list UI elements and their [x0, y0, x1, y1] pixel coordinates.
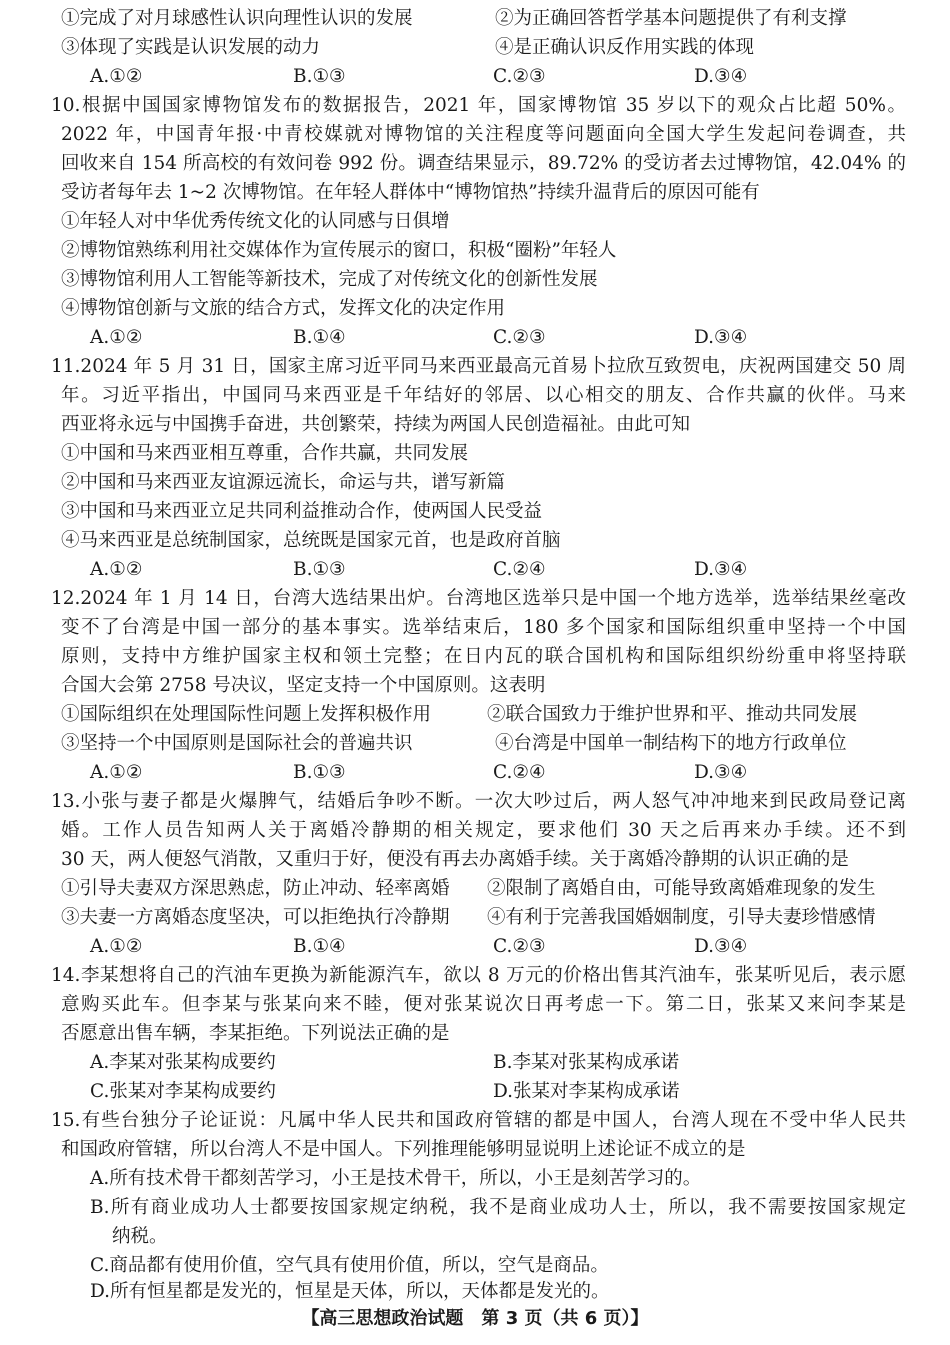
option-b: B.①④: [293, 936, 346, 957]
stem-line: 意购买此车。但李某与张某向来不睦，便对张某说次日再考虑一下。第二日，张某又来问李某是: [61, 994, 906, 1015]
statement-1: ①中国和马来西亚相互尊重，合作共赢，共同发展: [61, 443, 469, 464]
option-d: D.③④: [694, 936, 748, 957]
statement-4: ④是正确认识反作用实践的体现: [495, 37, 755, 58]
stem-line: 否愿意出售车辆，李某拒绝。下列说法正确的是: [61, 1023, 450, 1044]
stem-line: 和国政府管辖，所以台湾人不是中国人。下列推理能够明显说明上述论证不成立的是: [61, 1139, 746, 1160]
option-a: A.①②: [90, 327, 143, 348]
option-b-continued: 纳税。: [112, 1226, 168, 1247]
statement-3: ③体现了实践是认识发展的动力: [61, 37, 321, 58]
stem-line: 合国大会第 2758 号决议，坚定支持一个中国原则。这表明: [61, 675, 546, 696]
page-footer: 【高三思想政治试题 第 3 页（共 6 页）】: [301, 1308, 649, 1329]
stem-line: 婚。工作人员告知两人关于离婚冷静期的相关规定，要求他们 30 天之后再来办手续。还不到: [61, 820, 906, 841]
option-b: B.①④: [293, 327, 346, 348]
option-b: B.①③: [293, 559, 346, 580]
statement-3: ③坚持一个中国原则是国际社会的普遍共识: [61, 733, 413, 754]
statement-2: ②中国和马来西亚友谊源远流长，命运与共，谱写新篇: [61, 472, 506, 493]
statement-4: ④马来西亚是总统制国家，总统既是国家元首，也是政府首脑: [61, 530, 561, 551]
stem-line: 受访者每年去 1~2 次博物馆。在年轻人群体中“博物馆热”持续升温背后的原因可能有: [61, 182, 760, 203]
stem-line: 回收来自 154 所高校的有效问卷 992 份。调查结果显示，89.72% 的受访者去过博物馆，42.04% 的: [61, 153, 906, 174]
stem-line: 变不了台湾是中国一部分的基本事实。选举结束后，180 多个国家和国际组织重申坚持一个中国: [61, 617, 906, 638]
option-c: C.②④: [493, 762, 546, 783]
stem-line: 13.小张与妻子都是火爆脾气，结婚后争吵不断。一次大吵过后，两人怒气冲冲地来到民政局登记离: [51, 791, 906, 812]
stem-line: 30 天，两人便怒气消散，又重归于好，便没有再去办离婚手续。关于离婚冷静期的认识正确的是: [61, 849, 849, 870]
statement-1: ①引导夫妻双方深思熟虑，防止冲动、轻率离婚: [61, 878, 450, 899]
stem-line: 原则，支持中方维护国家主权和领土完整；在日内瓦的联合国机构和国际组织纷纷重申将坚持联: [61, 646, 906, 667]
option-b: B.李某对张某构成承诺: [493, 1052, 679, 1073]
option-a: A.所有技术骨干都刻苦学习，小王是技术骨干，所以，小王是刻苦学习的。: [90, 1168, 702, 1189]
option-a: A.①②: [90, 66, 143, 87]
option-b: B.所有商业成功人士都要按国家规定纳税，我不是商业成功人士，所以，我不需要按国家规定: [90, 1197, 906, 1218]
statement-1: ①年轻人对中华优秀传统文化的认同感与日俱增: [61, 211, 450, 232]
option-c: C.②③: [493, 327, 546, 348]
statement-2: ②博物馆熟练利用社交媒体作为宣传展示的窗口，积极“圈粉”年轻人: [61, 240, 617, 261]
stem-line: 14.李某想将自己的汽油车更换为新能源汽车，欲以 8 万元的价格出售其汽油车，张某听见后，表示愿: [51, 965, 906, 986]
option-d: D.③④: [694, 327, 748, 348]
option-c: C.②③: [493, 66, 546, 87]
option-d: D.张某对李某构成承诺: [493, 1081, 680, 1102]
statement-4: ④有利于完善我国婚姻制度，引导夫妻珍惜感情: [487, 907, 876, 928]
stem-line: 西亚将永远与中国携手奋进，共创繁荣，持续为两国人民创造福祉。由此可知: [61, 414, 691, 435]
option-c: C.张某对李某构成要约: [90, 1081, 276, 1102]
statement-2: ②联合国致力于维护世界和平、推动共同发展: [487, 704, 858, 725]
option-c: C.商品都有使用价值，空气具有使用价值，所以，空气是商品。: [90, 1255, 609, 1276]
option-a: A.①②: [90, 559, 143, 580]
stem-line: 2022 年，中国青年报·中青校媒就对博物馆的关注程度等问题面向全国大学生发起问卷调查，共: [61, 124, 906, 145]
stem-line: 10.根据中国国家博物馆发布的数据报告，2021 年，国家博物馆 35 岁以下的观众占比超 50%。: [51, 95, 906, 116]
statement-3: ③中国和马来西亚立足共同利益推动合作，使两国人民受益: [61, 501, 543, 522]
option-a: A.李某对张某构成要约: [90, 1052, 276, 1073]
statement-3: ③夫妻一方离婚态度坚决，可以拒绝执行冷静期: [61, 907, 450, 928]
option-c: C.②③: [493, 936, 546, 957]
option-b: B.①③: [293, 66, 346, 87]
stem-line: 12.2024 年 1 月 14 日，台湾大选结果出炉。台湾地区选举只是中国一个地方选举，选举结果丝毫改: [51, 588, 906, 609]
statement-1: ①国际组织在处理国际性问题上发挥积极作用: [61, 704, 432, 725]
option-a: A.①②: [90, 936, 143, 957]
statement-1: ①完成了对月球感性认识向理性认识的发展: [61, 8, 413, 29]
option-d: D.③④: [694, 762, 748, 783]
stem-line: 年。习近平指出，中国同马来西亚是千年结好的邻居、以心相交的朋友、合作共赢的伙伴。马来: [61, 385, 906, 406]
option-d: D.③④: [694, 559, 748, 580]
statement-2: ②限制了离婚自由，可能导致离婚难现象的发生: [487, 878, 876, 899]
statement-4: ④博物馆创新与文旅的结合方式，发挥文化的决定作用: [61, 298, 506, 319]
statement-2: ②为正确回答哲学基本问题提供了有利支撑: [495, 8, 847, 29]
option-b: B.①③: [293, 762, 346, 783]
option-c: C.②④: [493, 559, 546, 580]
statement-4: ④台湾是中国单一制结构下的地方行政单位: [495, 733, 847, 754]
option-a: A.①②: [90, 762, 143, 783]
stem-line: 15.有些台独分子论证说：凡属中华人民共和国政府管辖的都是中国人，台湾人现在不受中华人民共: [51, 1110, 906, 1131]
option-d: D.③④: [694, 66, 748, 87]
statement-3: ③博物馆利用人工智能等新技术，完成了对传统文化的创新性发展: [61, 269, 598, 290]
stem-line: 11.2024 年 5 月 31 日，国家主席习近平同马来西亚最高元首易卜拉欣互致贺电，庆祝两国建交 50 周: [51, 356, 906, 377]
q15-option-d: D.所有恒星都是发光的，恒星是天体，所以，天体都是发光的。: [90, 1281, 610, 1302]
